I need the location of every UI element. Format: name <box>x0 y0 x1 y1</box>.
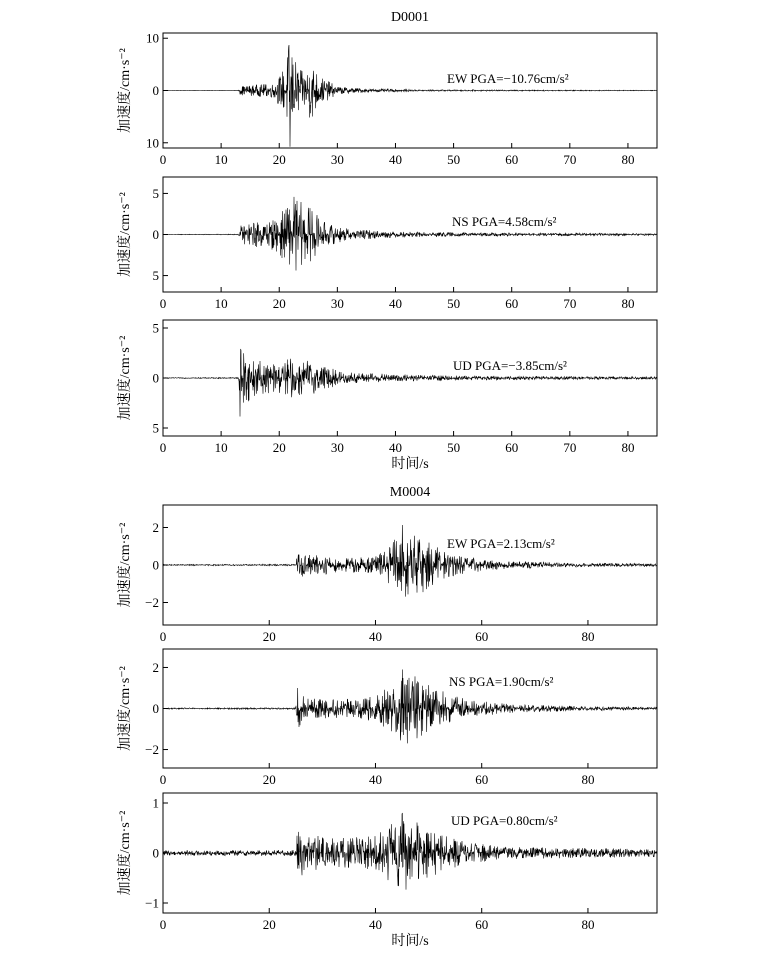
pga-annotation: UD PGA=0.80cm/s² <box>451 813 558 828</box>
waveform-ew <box>163 45 657 147</box>
waveform-ew <box>163 525 657 597</box>
y-tick-label: 1 <box>152 795 159 811</box>
x-axis-label: 时间/s <box>391 457 429 472</box>
x-tick-label: 80 <box>581 917 595 932</box>
waveform-ud <box>163 813 657 890</box>
x-tick-label: 0 <box>159 917 167 932</box>
y-tick-label: 5 <box>152 320 159 336</box>
pga-annotation: NS PGA=1.90cm/s² <box>449 674 554 689</box>
y-tick-label: 0 <box>152 370 159 386</box>
waveform-ns <box>163 197 657 271</box>
x-tick-label: 70 <box>563 440 577 455</box>
x-tick-label: 60 <box>505 440 519 455</box>
y-tick-label: 5 <box>152 268 159 284</box>
panel-6 <box>116 793 657 949</box>
x-tick-label: 10 <box>214 152 228 167</box>
pga-annotation: NS PGA=4.58cm/s² <box>452 214 557 229</box>
x-tick-label: 40 <box>388 296 402 311</box>
x-tick-label: 10 <box>214 440 228 455</box>
x-tick-label: 40 <box>388 152 402 167</box>
y-axis-label: 加速度/cm·s⁻² <box>118 666 133 751</box>
y-tick-label: 0 <box>152 83 159 98</box>
y-tick-label: 0 <box>152 701 159 716</box>
x-tick-label: 20 <box>272 152 286 167</box>
x-tick-label: 0 <box>159 440 167 455</box>
y-axis-label: 加速度/cm·s⁻² <box>118 192 133 277</box>
pga-annotation: EW PGA=−10.76cm/s² <box>447 71 569 86</box>
panel-5 <box>116 649 657 787</box>
y-tick-label: 5 <box>152 420 159 436</box>
x-tick-label: 60 <box>475 917 489 932</box>
x-tick-label: 20 <box>262 772 276 787</box>
y-tick-label: 0 <box>152 845 159 861</box>
pga-annotation: UD PGA=−3.85cm/s² <box>453 358 567 373</box>
x-tick-label: 30 <box>330 296 344 311</box>
waveform-ns <box>163 670 657 744</box>
x-axis-label: 时间/s <box>391 934 429 949</box>
y-tick-label: 2 <box>152 520 159 535</box>
x-tick-label: 80 <box>621 296 635 311</box>
station-title: M0004 <box>389 485 431 500</box>
x-tick-label: 20 <box>262 629 276 644</box>
x-tick-label: 20 <box>272 440 286 455</box>
y-axis-label: 加速度/cm·s⁻² <box>118 335 133 421</box>
x-tick-label: 50 <box>447 152 461 167</box>
x-tick-label: 80 <box>621 152 635 167</box>
panel-3 <box>116 320 657 472</box>
y-tick-label: −1 <box>145 895 159 911</box>
y-tick-label: 2 <box>152 659 159 675</box>
x-tick-label: 60 <box>475 629 489 644</box>
y-tick-label: 10 <box>146 30 159 46</box>
x-tick-label: 50 <box>447 296 461 311</box>
x-tick-label: 20 <box>262 917 276 932</box>
x-tick-label: 80 <box>581 629 595 644</box>
x-tick-label: 40 <box>388 440 402 455</box>
x-tick-label: 0 <box>159 152 167 167</box>
y-axis-label: 加速度/cm·s⁻² <box>118 522 133 608</box>
x-tick-label: 10 <box>214 296 228 311</box>
x-tick-label: 70 <box>563 296 577 311</box>
x-tick-label: 40 <box>368 917 382 932</box>
x-tick-label: 20 <box>272 296 286 311</box>
x-tick-label: 30 <box>330 440 344 455</box>
y-tick-label: 10 <box>146 135 159 151</box>
waveform-ud <box>163 349 657 417</box>
y-tick-label: 0 <box>152 557 159 573</box>
y-axis-label: 加速度/cm·s⁻² <box>118 48 133 133</box>
station-title: D0001 <box>390 10 430 25</box>
x-tick-label: 70 <box>563 152 577 167</box>
x-tick-label: 60 <box>505 152 519 167</box>
x-tick-label: 80 <box>581 772 595 787</box>
y-tick-label: 0 <box>152 227 159 242</box>
pga-annotation: EW PGA=2.13cm/s² <box>447 536 555 551</box>
x-tick-label: 0 <box>159 296 167 311</box>
panel-2 <box>116 177 657 311</box>
x-tick-label: 40 <box>368 772 382 787</box>
x-tick-label: 60 <box>475 772 489 787</box>
x-tick-label: 50 <box>447 440 461 455</box>
y-tick-label: −2 <box>145 595 159 610</box>
panel-1 <box>116 31 657 167</box>
x-tick-label: 0 <box>159 629 167 644</box>
panel-4 <box>116 505 657 644</box>
y-axis-label: 加速度/cm·s⁻² <box>118 810 133 896</box>
x-tick-label: 60 <box>505 296 519 311</box>
x-tick-label: 0 <box>159 772 167 787</box>
x-tick-label: 80 <box>621 440 635 455</box>
x-tick-label: 30 <box>330 152 344 167</box>
x-tick-label: 40 <box>368 629 382 644</box>
y-tick-label: −2 <box>145 742 159 758</box>
y-tick-label: 5 <box>152 185 159 201</box>
